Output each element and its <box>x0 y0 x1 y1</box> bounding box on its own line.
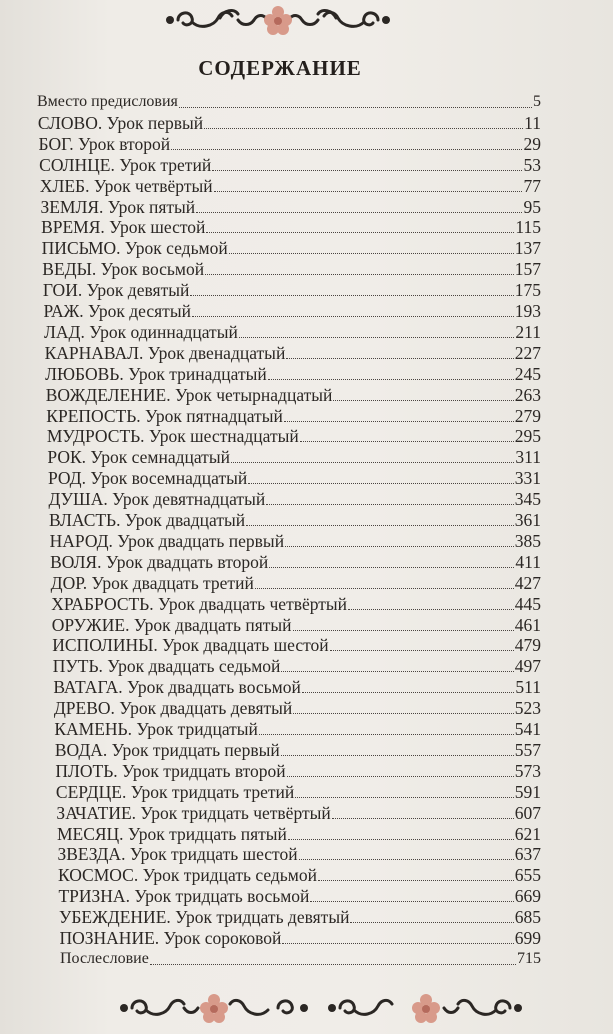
toc-entry-title: ДУША. Урок девятнадцатый <box>48 489 266 510</box>
toc-entry-title: Вместо предисловия <box>37 93 178 110</box>
toc-row[interactable] <box>45 344 541 362</box>
top-flourish-ornament <box>160 2 396 38</box>
toc-entry-title: МЕСЯЦ. Урок тридцать пятый <box>56 823 287 844</box>
dot-leader <box>281 754 514 756</box>
toc-entry-title: КАМЕНЬ. Урок тридцатый <box>54 719 258 739</box>
toc-entry-title: ВОЖДЕЛЕНИЕ. Урок четырнадцатый <box>45 384 333 405</box>
toc-entry-title: РОД. Урок восемнадцатый <box>47 468 248 489</box>
toc-entry-title: РАЖ. Урок десятый <box>43 301 191 321</box>
dot-leader <box>204 127 523 129</box>
toc-row[interactable] <box>45 365 541 383</box>
toc-entry-title: ЗВЕЗДА. Урок тридцать шестой <box>57 844 298 865</box>
flower-icon <box>264 6 292 35</box>
dot-leader <box>171 148 522 150</box>
toc-row[interactable] <box>53 657 541 675</box>
toc-entry-title: СОЛНЦЕ. Урок третий <box>39 154 212 175</box>
toc-entry-title: МУДРОСТЬ. Урок шестнадцатый <box>46 426 299 447</box>
toc-page-number: 655 <box>514 865 541 886</box>
toc-page-number: 445 <box>514 593 541 614</box>
toc-page-number: 77 <box>523 175 541 196</box>
toc-page-number: 311 <box>515 447 541 468</box>
toc-row[interactable] <box>54 720 541 738</box>
toc-page-number: 385 <box>514 530 541 551</box>
toc-row[interactable] <box>57 845 541 863</box>
dot-leader <box>214 190 523 192</box>
toc-row[interactable] <box>58 887 541 905</box>
toc-row[interactable] <box>49 511 541 529</box>
dot-leader <box>259 733 514 735</box>
flower-icon <box>412 994 440 1023</box>
dot-leader <box>266 503 514 505</box>
toc-entry-title: СЛОВО. Урок первый <box>37 112 204 133</box>
toc-entry-title: ВОДА. Урок тридцать первый <box>54 739 280 760</box>
toc-row[interactable] <box>50 532 541 550</box>
toc-entry-title: ДОР. Урок двадцать третий <box>50 572 254 593</box>
toc-row[interactable] <box>56 783 541 801</box>
toc-entry-title: КОСМОС. Урок тридцать седьмой <box>57 865 317 886</box>
flower-icon <box>200 994 228 1023</box>
page-title: СОДЕРЖАНИЕ <box>198 56 362 80</box>
dot-leader <box>288 838 514 840</box>
toc-row[interactable] <box>39 135 541 153</box>
toc-entry-title: ПИСЬМО. Урок седьмой <box>41 238 228 259</box>
toc-page-number: 331 <box>514 468 541 489</box>
toc-page-number: 193 <box>514 301 541 321</box>
dot-leader <box>293 712 513 714</box>
toc-page-number: 361 <box>514 510 541 530</box>
dot-leader <box>205 273 514 275</box>
toc-row[interactable] <box>54 699 541 717</box>
toc-row[interactable] <box>42 260 541 278</box>
dot-leader <box>231 461 514 463</box>
dot-leader <box>196 211 522 213</box>
toc-row[interactable] <box>52 636 541 654</box>
toc-row[interactable] <box>41 218 541 236</box>
dot-leader <box>150 963 516 965</box>
toc-page-number: 279 <box>514 405 541 426</box>
toc-page-number: 573 <box>514 760 541 781</box>
dot-leader <box>286 357 513 359</box>
toc-entry-title: ДРЕВО. Урок двадцать девятый <box>53 698 293 719</box>
toc-page-number: 245 <box>514 363 541 384</box>
dot-leader <box>179 106 532 108</box>
toc-page-number: 607 <box>514 802 541 823</box>
dot-leader <box>282 942 513 944</box>
toc-page-number: 699 <box>514 928 541 948</box>
toc-entry-title: ИСПОЛИНЫ. Урок двадцать шестой <box>52 635 329 656</box>
toc-page-number: 557 <box>514 739 541 760</box>
toc-entry-title: РОК. Урок семнадцатый <box>47 447 230 468</box>
toc-page-number: 715 <box>517 949 541 967</box>
toc-row[interactable] <box>47 427 541 445</box>
dot-leader <box>348 608 514 610</box>
toc-entry-title: ЗЕМЛЯ. Урок пятый <box>40 196 196 217</box>
toc-entry-title: КАРНАВАЛ. Урок двенадцатый <box>44 342 286 363</box>
toc-page-number: 263 <box>514 384 541 405</box>
toc-row[interactable] <box>46 407 541 425</box>
toc-page-number: 211 <box>515 321 541 342</box>
toc-entry-title: ГОИ. Урок девятый <box>42 280 190 301</box>
toc-page-number: 637 <box>514 844 541 865</box>
toc-row[interactable] <box>51 574 541 592</box>
dot-leader <box>299 858 514 860</box>
toc-row[interactable] <box>51 595 541 613</box>
toc-page-number: 11 <box>524 112 541 133</box>
toc-entry-title: ТРИЗНА. Урок тридцать восьмой <box>58 886 310 907</box>
toc-page-number: 511 <box>515 677 541 698</box>
toc-entry-title: ВЕДЫ. Урок восьмой <box>42 259 205 280</box>
toc-row[interactable] <box>38 114 541 132</box>
toc-page-number: 29 <box>523 133 541 154</box>
toc-entry-title: КРЕПОСТЬ. Урок пятнадцатый <box>46 405 283 426</box>
dot-leader <box>285 545 514 547</box>
toc-entry-title: ПЛОТЬ. Урок тридцать второй <box>55 760 286 781</box>
toc-row[interactable] <box>55 741 541 759</box>
dot-leader <box>255 587 514 589</box>
toc-page-number: 175 <box>514 280 541 301</box>
toc-page-number: 345 <box>514 489 541 510</box>
toc-entry-title: ОРУЖИЕ. Урок двадцать пятый <box>51 614 292 635</box>
toc-entry-title: ЗАЧАТИЕ. Урок тридцать четвёртый <box>56 802 331 823</box>
toc-page-number: 523 <box>514 698 541 719</box>
toc-row[interactable] <box>60 950 541 968</box>
toc-page-number: 591 <box>514 781 541 802</box>
dot-leader <box>310 900 513 902</box>
toc-page-number: 479 <box>514 635 541 656</box>
toc-row[interactable] <box>39 156 541 174</box>
dot-leader <box>300 440 514 442</box>
dot-leader <box>268 378 514 380</box>
toc-entry-title: ХЛЕБ. Урок четвёртый <box>39 175 213 196</box>
dot-leader <box>332 817 514 819</box>
toc-entry-title: ВЛАСТЬ. Урок двадцатый <box>49 510 246 530</box>
toc-page-number: 5 <box>533 93 541 110</box>
toc-page-number: 461 <box>514 614 541 635</box>
toc-entry-title: НАРОД. Урок двадцать первый <box>49 530 285 551</box>
toc-entry-title: ПОЗНАНИЕ. Урок сороковой <box>59 928 282 948</box>
toc-page-number: 541 <box>514 719 541 739</box>
dot-leader <box>333 399 513 401</box>
dot-leader <box>269 566 514 568</box>
toc-row[interactable] <box>49 490 541 508</box>
toc-entry-title: Послесловие <box>60 949 149 967</box>
toc-page-number: 157 <box>514 259 541 280</box>
toc-row[interactable] <box>40 177 541 195</box>
dot-leader <box>248 482 514 484</box>
toc-row[interactable] <box>59 908 541 926</box>
dot-leader <box>318 879 514 881</box>
toc-row[interactable] <box>50 553 541 571</box>
toc-row[interactable] <box>44 323 541 341</box>
toc-entry-title: УБЕЖДЕНИЕ. Урок тридцать девятый <box>58 907 350 928</box>
toc-row[interactable] <box>43 302 541 320</box>
dot-leader <box>350 921 513 923</box>
toc-entry-title: ХРАБРОСТЬ. Урок двадцать четвёртый <box>51 593 348 614</box>
toc-row[interactable] <box>37 93 541 111</box>
toc-row[interactable] <box>40 198 541 216</box>
dot-leader <box>246 524 514 526</box>
dot-leader <box>192 315 514 317</box>
toc-page-number: 669 <box>514 886 541 907</box>
dot-leader <box>229 252 514 254</box>
dot-leader <box>287 775 514 777</box>
toc-entry-title: БОГ. Урок второй <box>38 133 171 154</box>
toc-row[interactable] <box>42 239 541 257</box>
toc-row[interactable] <box>48 469 541 487</box>
dot-leader <box>190 294 513 296</box>
toc-entry-title: СЕРДЦЕ. Урок тридцать третий <box>55 781 295 802</box>
bottom-left-flourish-ornament <box>118 988 323 1028</box>
dot-leader <box>239 336 515 338</box>
toc-entry-title: ВРЕМЯ. Урок шестой <box>41 217 206 238</box>
toc-page-number: 685 <box>514 907 541 928</box>
toc-page-number: 295 <box>514 426 541 447</box>
toc-row[interactable] <box>56 804 541 822</box>
dot-leader <box>281 670 513 672</box>
dot-leader <box>302 691 515 693</box>
toc-entry-title: ВАТАГА. Урок двадцать восьмой <box>53 677 301 698</box>
toc-page-number: 411 <box>515 551 541 572</box>
toc-page-number: 227 <box>514 342 541 363</box>
toc-page-number: 53 <box>523 154 541 175</box>
toc-entry-title: ЛАД. Урок одиннадцатый <box>44 321 238 342</box>
toc-row[interactable] <box>57 825 541 843</box>
dot-leader <box>295 796 513 798</box>
toc-row[interactable] <box>55 762 541 780</box>
toc-page-number: 427 <box>514 572 541 593</box>
toc-row[interactable] <box>53 678 541 696</box>
dot-leader <box>212 169 522 171</box>
toc-entry-title: ЛЮБОВЬ. Урок тринадцатый <box>45 363 267 384</box>
dot-leader <box>293 629 514 631</box>
dot-leader <box>284 420 514 422</box>
toc-row[interactable] <box>43 281 541 299</box>
toc-entry-title: ПУТЬ. Урок двадцать седьмой <box>52 656 281 677</box>
toc-page-number: 115 <box>515 217 541 238</box>
toc-entry-title: ВОЛЯ. Урок двадцать второй <box>50 551 269 572</box>
toc-page-number: 95 <box>523 196 541 217</box>
toc-row[interactable] <box>52 616 541 634</box>
toc-page-number: 137 <box>514 238 541 259</box>
toc-row[interactable] <box>46 386 541 404</box>
dot-leader <box>330 649 514 651</box>
toc-page-number: 621 <box>514 823 541 844</box>
toc-row[interactable] <box>59 929 541 947</box>
bottom-right-flourish-ornament <box>320 988 525 1028</box>
toc-row[interactable] <box>58 866 541 884</box>
dot-leader <box>206 231 514 233</box>
toc-row[interactable] <box>47 448 541 466</box>
toc-page-number: 497 <box>514 656 541 677</box>
